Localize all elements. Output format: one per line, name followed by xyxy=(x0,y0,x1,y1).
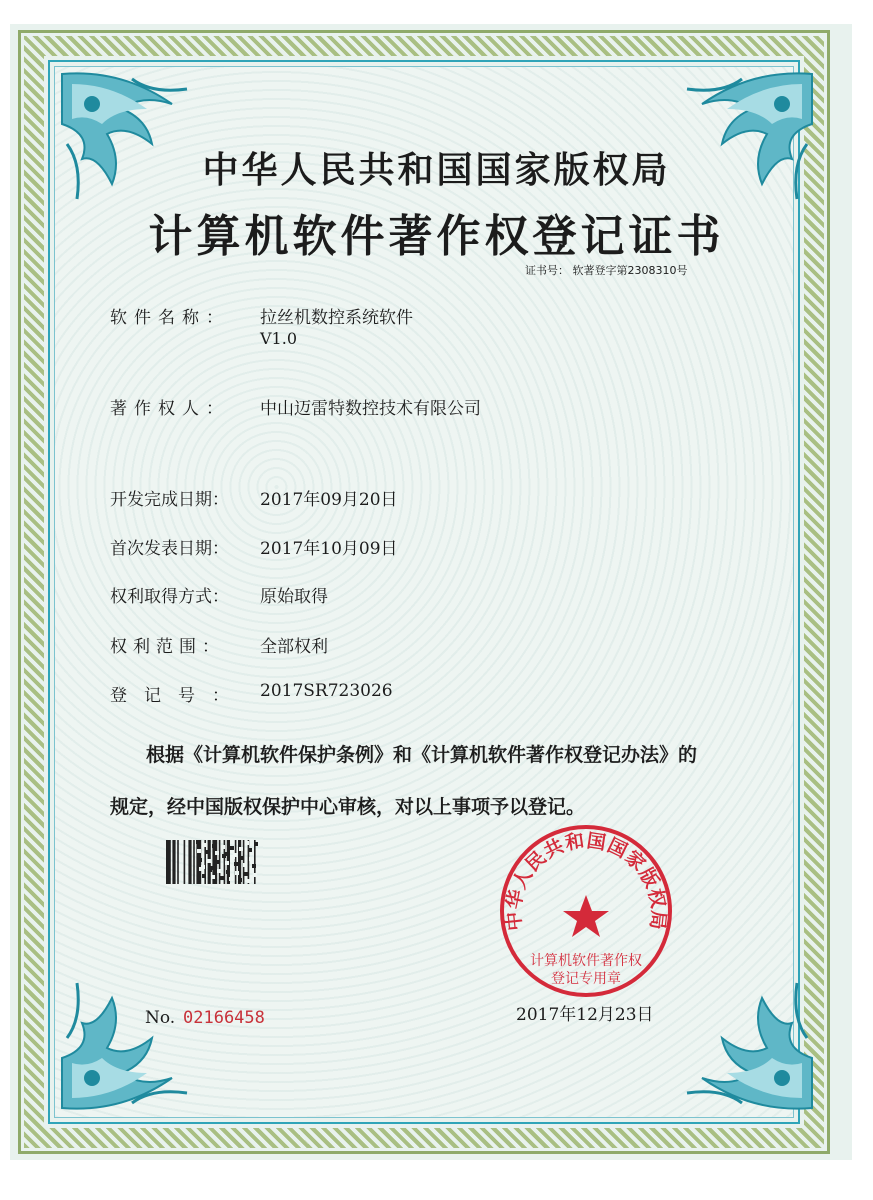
serial-number: 02166458 xyxy=(183,1008,265,1028)
seal-inner-line-2: 登记专用章 xyxy=(551,971,621,987)
body-text-line-2: 规定，经中国版权保护中心审核，对以上事项予以登记。 xyxy=(110,796,586,818)
issuer-title: 中华人民共和国国家版权局 xyxy=(202,149,671,191)
dev-date: 2017年09月20日 xyxy=(260,490,398,510)
acquisition-method: 原始取得 xyxy=(260,587,328,607)
software-version: V1.0 xyxy=(260,329,297,348)
software-name: 拉丝机数控系统软件 xyxy=(260,308,413,328)
serial-label: No. xyxy=(145,1008,176,1028)
acquisition-method-label: 权利取得方式： xyxy=(110,587,229,607)
pub-date: 2017年10月09日 xyxy=(260,539,398,559)
body-text-line-1: 根据《计算机软件保护条例》和《计算机软件著作权登记办法》的 xyxy=(146,744,698,766)
issue-date: 2017年12月23日 xyxy=(516,1005,654,1025)
certificate-number: 证书号： 软著登字第2308310号 xyxy=(525,264,688,277)
rights-scope: 全部权利 xyxy=(260,637,328,657)
corner-ornament-bottom-left xyxy=(52,968,202,1118)
official-seal xyxy=(498,823,674,999)
owner: 中山迈雷特数控技术有限公司 xyxy=(260,399,481,419)
corner-ornament-bottom-right xyxy=(672,968,822,1118)
pub-date-label: 首次发表日期： xyxy=(110,539,229,559)
software-name-label: 软件名称： xyxy=(110,308,230,328)
registration-number: 2017SR723026 xyxy=(260,681,393,701)
seal-inner-line-1: 计算机软件著作权 xyxy=(530,953,642,969)
owner-label: 著作权人： xyxy=(110,399,230,419)
certificate-title: 计算机软件著作权登记证书 xyxy=(148,211,725,262)
seal-outer-text: 中华人民共和国国家版权局 xyxy=(502,829,670,932)
barcode-image xyxy=(166,840,286,884)
dev-date-label: 开发完成日期： xyxy=(110,490,229,510)
seal-star-icon xyxy=(563,895,609,937)
registration-number-label: 登记号： xyxy=(110,686,246,706)
rights-scope-label: 权利范围： xyxy=(110,637,225,657)
